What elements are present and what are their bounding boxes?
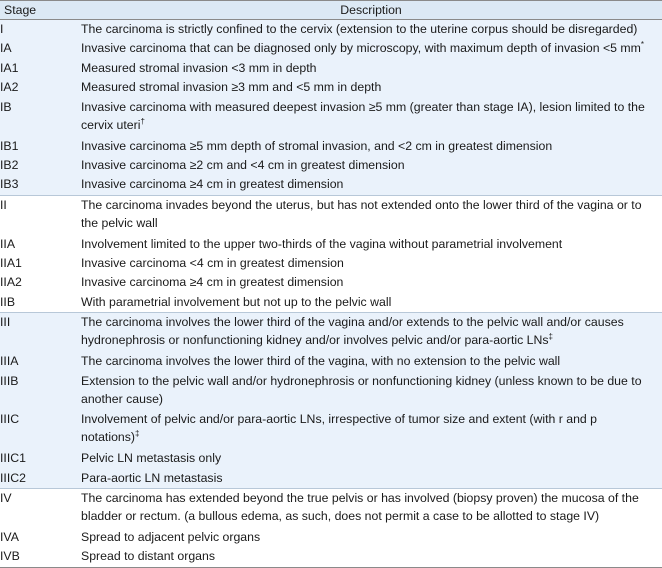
description-text: The carcinoma involves the lower third of the vagina and/or extends to the pelvic wall and/or causes hydronephrosis or nonfunctioning kidney and/or involves pelvic and/or para-aortic LNs — [81, 315, 624, 348]
description-text: The carcinoma has extended beyond the true pelvis or has involved (biopsy proven) the mucosa of the bladder or rectum. (a bullous edema, as such, does not permit a case to be allotted to stage IV) — [81, 491, 639, 524]
description-text: Invasive carcinoma ≥4 cm in greatest dimension — [81, 177, 344, 192]
stage-cell: I — [0, 20, 80, 40]
stage-cell: IV — [0, 489, 80, 528]
description-cell — [80, 528, 662, 547]
description-text: Extension to the pelvic wall and/or hydronephrosis or nonfunctioning kidney (unless known to be due to another cause) — [81, 373, 642, 406]
description-cell — [80, 352, 662, 371]
stage-cell: IIIB — [0, 372, 80, 411]
stage-cell: IB1 — [0, 137, 80, 156]
description-cell — [80, 59, 662, 78]
table-row — [0, 410, 662, 449]
table-row — [0, 547, 662, 567]
stage-cell: IB3 — [0, 175, 80, 195]
stage-cell: IVB — [0, 547, 80, 567]
description-text: Para-aortic LN metastasis — [81, 470, 223, 485]
description-cell — [80, 410, 662, 449]
description-text: The carcinoma invades beyond the uterus, but has not extended onto the lower third of the vagina or to the pelvic wall — [81, 197, 642, 230]
description-text: Invasive carcinoma ≥2 cm and <4 cm in greatest dimension — [81, 157, 405, 172]
description-cell — [80, 98, 662, 137]
description-text: Invasive carcinoma <4 cm in greatest dimension — [81, 256, 344, 271]
table-row — [0, 449, 662, 468]
table-row — [0, 313, 662, 352]
description-text: Involvement limited to the upper two-thirds of the vagina without parametrial involvement — [81, 236, 563, 251]
description-text: The carcinoma is strictly confined to the cervix (extension to the uterine corpus should be disregarded) — [81, 22, 638, 36]
description-text: Involvement of pelvic and/or para-aortic LNs, irrespective of tumor size and extent (with r and p notations) — [81, 412, 598, 445]
stage-cell: IIIC2 — [0, 469, 80, 489]
description-cell — [80, 254, 662, 273]
table-row — [0, 156, 662, 175]
stage-cell: IIB — [0, 294, 16, 309]
stage-cell: IVA — [0, 529, 19, 544]
table-row — [0, 78, 662, 97]
description-cell — [80, 156, 662, 175]
description-cell — [80, 469, 662, 489]
header-row — [0, 1, 662, 20]
table-row — [0, 372, 662, 411]
description-text: Invasive carcinoma ≥4 cm in greatest dimension — [81, 275, 344, 290]
footnote-mark: ‡ — [135, 429, 140, 439]
description-header: Description — [80, 1, 662, 20]
description-text: Measured stromal invasion <3 mm in depth — [81, 60, 317, 75]
description-cell — [80, 293, 662, 313]
table-row — [0, 254, 662, 273]
description-text: With parametrial involvement but not up to the pelvic wall — [81, 294, 392, 309]
stage-cell: IIA — [0, 236, 16, 251]
description-cell — [80, 372, 662, 411]
description-text: Invasive carcinoma ≥5 mm depth of stromal invasion, and <2 cm in greatest dimension — [81, 138, 553, 153]
table-row — [0, 293, 662, 313]
stage-cell: IIIC1 — [0, 449, 80, 468]
description-cell — [80, 313, 662, 352]
stage-header: Stage — [0, 1, 80, 20]
table-row — [0, 235, 662, 254]
table-row — [0, 20, 662, 40]
description-cell — [80, 39, 662, 58]
description-text: Invasive carcinoma with measured deepest invasion ≥5 mm (greater than stage IA), lesion limited to the cervix uteri — [81, 99, 645, 132]
footnote-mark: † — [140, 116, 145, 126]
description-text: Measured stromal invasion ≥3 mm and <5 mm in depth — [81, 80, 382, 95]
description-cell — [80, 273, 662, 292]
description-cell — [80, 137, 662, 156]
description-cell — [80, 235, 662, 254]
table-row — [0, 489, 662, 528]
stage-cell: IIA1 — [0, 256, 22, 271]
stage-cell: IA — [0, 39, 80, 58]
table-row — [0, 352, 662, 371]
footnote-mark: * — [640, 40, 645, 50]
stage-cell: III — [0, 313, 80, 352]
table-row — [0, 59, 662, 78]
table-row — [0, 273, 662, 292]
table-row — [0, 98, 662, 137]
description-text: Invasive carcinoma that can be diagnosed only by microscopy, with maximum depth of invasion <5 mm — [81, 41, 641, 56]
footnote-mark: ‡ — [548, 332, 553, 342]
description-cell — [80, 175, 662, 195]
description-text: Spread to adjacent pelvic organs — [81, 529, 261, 544]
stage-cell: IIA2 — [0, 275, 22, 290]
stage-cell: IIIC — [0, 410, 80, 449]
description-cell — [80, 489, 662, 528]
description-cell — [80, 195, 662, 234]
table-body — [0, 20, 662, 568]
table-row — [0, 39, 662, 58]
description-text: Spread to distant organs — [81, 549, 215, 564]
stage-cell: IB — [0, 98, 80, 137]
table-row — [0, 195, 662, 234]
description-text: Pelvic LN metastasis only — [81, 451, 222, 466]
table-row — [0, 528, 662, 547]
table-row — [0, 137, 662, 156]
description-cell — [80, 547, 662, 567]
description-cell — [80, 20, 662, 40]
description-text: The carcinoma involves the lower third of the vagina, with no extension to the pelvic wall — [81, 354, 561, 369]
table-row — [0, 175, 662, 195]
stage-cell: IA1 — [0, 59, 80, 78]
description-cell — [80, 78, 662, 97]
stage-cell: IA2 — [0, 78, 80, 97]
stage-cell: IIIA — [0, 352, 80, 371]
stage-cell: IB2 — [0, 156, 80, 175]
table-row — [0, 469, 662, 489]
stage-cell: II — [0, 195, 80, 234]
description-cell — [80, 449, 662, 468]
